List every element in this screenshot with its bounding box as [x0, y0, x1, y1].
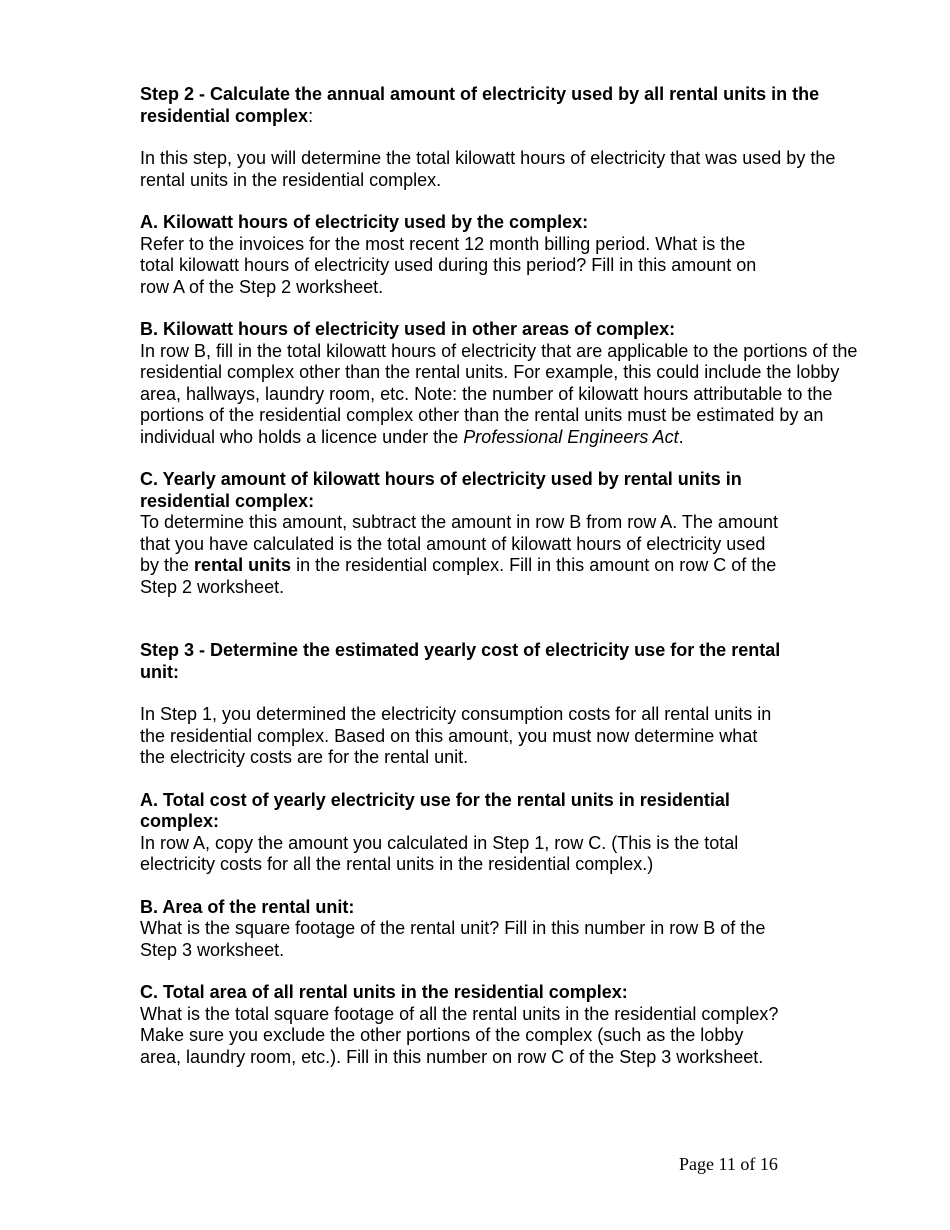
step2-b-line3: area, hallways, laundry room, etc. Note: the number of kilowatt hours attributable to the — [140, 383, 833, 404]
step2-intro — [140, 148, 900, 191]
step2-c-line3-pre: by the — [140, 555, 195, 575]
step2-intro-line1: In this step, you will determine the total kilowatt hours of electricity that was used by the — [140, 148, 836, 168]
step3-intro-line1: In Step 1, you determined the electricity consumption costs for all rental units in — [140, 704, 772, 724]
step3-heading-line1: Step 3 - Determine the estimated yearly cost of electricity use for the rental — [140, 640, 781, 660]
rental-units-emphasis: rental units — [194, 555, 292, 575]
step2-intro-line2: rental units in the residential complex. — [140, 169, 442, 190]
step3-section-c — [140, 982, 900, 1068]
step2-c-line1: To determine this amount, subtract the amount in row B from row A. The amount — [140, 512, 778, 532]
professional-engineers-act: Professional Engineers Act — [463, 426, 679, 447]
step3-intro-line2: the residential complex. Based on this amount, you must now determine what — [140, 725, 758, 746]
step2-heading-colon: : — [308, 105, 314, 126]
step3-section-a — [140, 790, 900, 876]
step2-b-line5 — [140, 427, 900, 449]
step2-heading — [140, 84, 900, 127]
step3-intro-line3: the electricity costs are for the rental unit. — [140, 747, 469, 767]
step3-heading — [140, 640, 900, 683]
step3-section-b — [140, 897, 900, 962]
step2-c-line3 — [140, 555, 900, 577]
step3-c-line1: What is the total square footage of all the rental units in the residential complex? — [140, 1003, 779, 1024]
step3-c-line2: Make sure you exclude the other portions of the complex (such as the lobby — [140, 1025, 744, 1045]
step2-a-line1: Refer to the invoices for the most recent 12 month billing period. What is the — [140, 233, 746, 254]
step2-section-a — [140, 212, 900, 298]
document-page — [140, 84, 900, 1068]
step3-a-heading-line1: A. Total cost of yearly electricity use for the rental units in residential — [140, 789, 730, 810]
step2-b-line1: In row B, fill in the total kilowatt hours of electricity that are applicable to the portions of the — [140, 340, 858, 361]
step2-b-heading: B. Kilowatt hours of electricity used in other areas of complex: — [140, 319, 676, 339]
step2-a-line2: total kilowatt hours of electricity used during this period? Fill in this amount on — [140, 255, 757, 275]
step2-b-line5-pre: individual who holds a licence under the — [140, 426, 464, 447]
step2-c-line2: that you have calculated is the total amount of kilowatt hours of electricity used — [140, 533, 766, 554]
step2-c-heading-line1: C. Yearly amount of kilowatt hours of electricity used by rental units in — [140, 469, 742, 489]
step2-a-line3: row A of the Step 2 worksheet. — [140, 276, 384, 297]
step3-a-line2: electricity costs for all the rental units in the residential complex.) — [140, 854, 654, 874]
step2-c-heading-line2: residential complex: — [140, 490, 315, 511]
step2-heading-line2: residential complex — [140, 105, 309, 126]
page-number: Page 11 of 16 — [679, 1154, 778, 1174]
step2-b-line5-post: . — [678, 426, 684, 447]
step3-b-heading: B. Area of the rental unit: — [140, 896, 355, 917]
step2-a-heading: A. Kilowatt hours of electricity used by the complex: — [140, 212, 589, 232]
step3-heading-line2: unit: — [140, 661, 179, 682]
step3-c-line3: area, laundry room, etc.). Fill in this number on row C of the Step 3 worksheet. — [140, 1046, 764, 1067]
step2-c-line4: Step 2 worksheet. — [140, 576, 285, 597]
step2-c-line3-post: in the residential complex. Fill in this amount on row C of the — [291, 555, 777, 575]
step2-section-b — [140, 319, 900, 448]
step3-b-line1: What is the square footage of the rental unit? Fill in this number in row B of the — [140, 918, 766, 938]
step3-a-line1: In row A, copy the amount you calculated in Step 1, row C. (This is the total — [140, 832, 739, 853]
step3-intro — [140, 704, 900, 769]
step2-section-c — [140, 469, 900, 598]
step2-b-line2: residential complex other than the rental units. For example, this could include the lobby — [140, 362, 840, 382]
step2-heading-line1: Step 2 - Calculate the annual amount of electricity used by all rental units in the — [140, 84, 820, 104]
step3-b-line2: Step 3 worksheet. — [140, 939, 285, 960]
step3-c-heading: C. Total area of all rental units in the residential complex: — [140, 982, 628, 1002]
step2-b-line4: portions of the residential complex other than the rental units must be estimated by an — [140, 405, 824, 425]
step3-a-heading-line2: complex: — [140, 811, 220, 831]
